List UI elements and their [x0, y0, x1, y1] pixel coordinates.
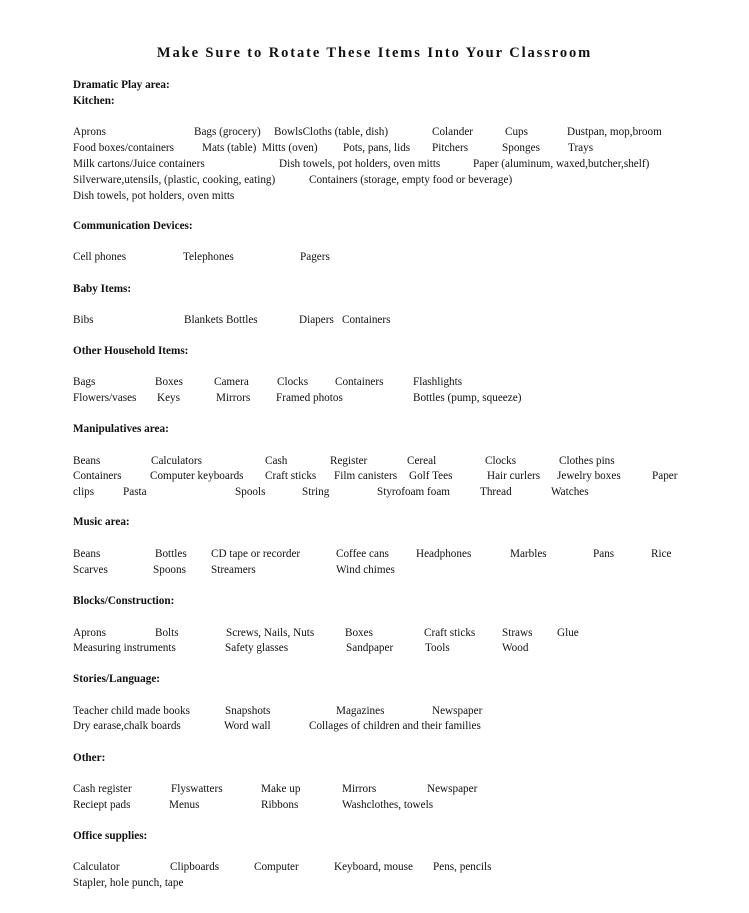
list-item: Washclothes, towels	[342, 799, 434, 811]
list-item: Film canisters	[334, 470, 398, 482]
list-item: Milk cartons/Juice containers	[73, 158, 205, 170]
list-item: Clipboards	[170, 861, 220, 873]
list-item: Sandpaper	[346, 642, 394, 654]
list-item: Pans	[593, 548, 615, 560]
list-item: Clocks	[277, 376, 309, 388]
list-item: Beans	[73, 548, 101, 560]
list-item: Colander	[432, 126, 474, 138]
list-item: Hair curlers	[487, 470, 541, 482]
section-heading-baby-items: Baby Items:	[73, 283, 132, 295]
list-item: Mirrors	[216, 392, 251, 404]
list-item: Newspaper	[432, 705, 483, 717]
list-item: Telephones	[183, 251, 234, 263]
list-item: String	[302, 486, 330, 498]
list-item: Aprons	[73, 627, 106, 639]
list-item: Spools	[235, 486, 266, 498]
list-item: Dry earase,chalk boards	[73, 720, 181, 732]
list-item: Paper (aluminum, waxed,butcher,shelf)	[473, 158, 650, 170]
list-item: Word wall	[224, 720, 271, 732]
list-item: Cash register	[73, 783, 132, 795]
list-item: Styrofoam foam	[377, 486, 451, 498]
list-item: Cell phones	[73, 251, 127, 263]
list-item: Bibs	[73, 314, 94, 326]
list-item: Cash	[265, 455, 288, 467]
list-item: Newspaper	[427, 783, 478, 795]
subsection-heading-kitchen: Kitchen:	[73, 95, 115, 107]
list-item: Bolts	[155, 627, 179, 639]
list-item: Scarves	[73, 564, 108, 576]
list-item: Boxes	[345, 627, 373, 639]
list-item: Bags (grocery)	[194, 126, 261, 138]
list-item: Ribbons	[261, 799, 299, 811]
list-item: Bottles	[155, 548, 187, 560]
list-item: Computer keyboards	[150, 470, 244, 482]
list-item: Screws, Nails, Nuts	[226, 627, 315, 639]
list-item: Calculator	[73, 861, 120, 873]
section-heading-dramatic-play-area: Dramatic Play area:	[73, 79, 170, 91]
list-item: Register	[330, 455, 368, 467]
list-item: Pens, pencils	[433, 861, 492, 873]
section-heading-office-supplies: Office supplies:	[73, 830, 148, 842]
list-item: Silverware,utensils, (plastic, cooking, eating)	[73, 174, 276, 186]
list-item: Marbles	[510, 548, 547, 560]
list-item: CD tape or recorder	[211, 548, 301, 560]
list-item: Make up	[261, 783, 301, 795]
list-item: Rice	[651, 548, 672, 560]
list-item: Bottles (pump, squeeze)	[413, 392, 522, 404]
list-item: Keys	[157, 392, 180, 404]
list-item: Bags	[73, 376, 96, 388]
list-item: Mats (table)	[202, 142, 257, 154]
section-heading-stories-language: Stories/Language:	[73, 673, 161, 685]
list-item: Measuring instruments	[73, 642, 176, 654]
list-item: Containers (storage, empty food or beverage)	[309, 174, 513, 186]
list-item: Glue	[557, 627, 579, 639]
section-heading-communication-devices: Communication Devices:	[73, 220, 193, 232]
list-item: Watches	[551, 486, 589, 498]
list-item: Calculators	[151, 455, 202, 467]
list-item: Thread	[480, 486, 512, 498]
list-item: Safety glasses	[225, 642, 289, 654]
list-item: Mitts (oven)	[262, 142, 318, 154]
list-item: Dustpan, mop,broom	[567, 126, 662, 138]
list-item: Pots, pans, lids	[343, 142, 411, 154]
list-item: Teacher child made books	[73, 705, 190, 717]
list-item: Reciept pads	[73, 799, 131, 811]
list-item: Boxes	[155, 376, 183, 388]
section-heading-manipulatives-area: Manipulatives area:	[73, 423, 169, 435]
list-item: BowlsCloths (table, dish)	[274, 126, 389, 138]
list-item: clips	[73, 486, 95, 498]
list-item: Keyboard, mouse	[334, 861, 413, 873]
list-item: Pitchers	[432, 142, 469, 154]
section-heading-music-area: Music area:	[73, 516, 130, 528]
list-item: Straws	[502, 627, 533, 639]
list-item: Clothes pins	[559, 455, 615, 467]
list-item: Collages of children and their families	[309, 720, 481, 732]
list-item: Craft sticks	[265, 470, 317, 482]
list-item: Food boxes/containers	[73, 142, 174, 154]
list-item: Sponges	[502, 142, 540, 154]
list-item: Cereal	[407, 455, 437, 467]
list-item: Containers	[73, 470, 122, 482]
list-item: Dish towels, pot holders, oven mitts	[73, 190, 235, 202]
list-item: Pasta	[123, 486, 147, 498]
list-item: Flyswatters	[171, 783, 223, 795]
list-item: Containers	[342, 314, 391, 326]
list-item: Headphones	[416, 548, 472, 560]
list-item: Containers	[335, 376, 384, 388]
list-item: Paper	[652, 470, 678, 482]
list-item: Beans	[73, 455, 101, 467]
list-item: Streamers	[211, 564, 256, 576]
list-item: Magazines	[336, 705, 385, 717]
list-item: Snapshots	[225, 705, 271, 717]
list-item: Blankets Bottles	[184, 314, 258, 326]
section-heading-other: Other:	[73, 752, 106, 764]
list-item: Wind chimes	[336, 564, 395, 576]
list-item: Trays	[568, 142, 594, 154]
section-heading-other-household-items: Other Household Items:	[73, 345, 189, 357]
list-item: Wood	[502, 642, 529, 654]
list-item: Clocks	[485, 455, 517, 467]
page-title: Make Sure to Rotate These Items Into Your Classroom	[156, 45, 593, 61]
list-item: Pagers	[300, 251, 330, 263]
list-item: Stapler, hole punch, tape	[73, 877, 184, 889]
list-item: Jewelry boxes	[557, 470, 621, 482]
list-item: Coffee cans	[336, 548, 389, 560]
list-item: Spoons	[153, 564, 186, 576]
list-item: Flashlights	[413, 376, 463, 388]
list-item: Computer	[254, 861, 299, 873]
list-item: Menus	[169, 799, 200, 811]
section-heading-blocks-construction: Blocks/Construction:	[73, 595, 175, 607]
list-item: Tools	[425, 642, 450, 654]
list-item: Camera	[214, 376, 249, 388]
list-item: Cups	[505, 126, 529, 138]
list-item: Aprons	[73, 126, 106, 138]
list-item: Diapers	[299, 314, 334, 326]
list-item: Mirrors	[342, 783, 377, 795]
list-item: Flowers/vases	[73, 392, 137, 404]
list-item: Dish towels, pot holders, oven mitts	[279, 158, 441, 170]
list-item: Craft sticks	[424, 627, 476, 639]
list-item: Golf Tees	[409, 470, 453, 482]
list-item: Framed photos	[276, 392, 343, 404]
